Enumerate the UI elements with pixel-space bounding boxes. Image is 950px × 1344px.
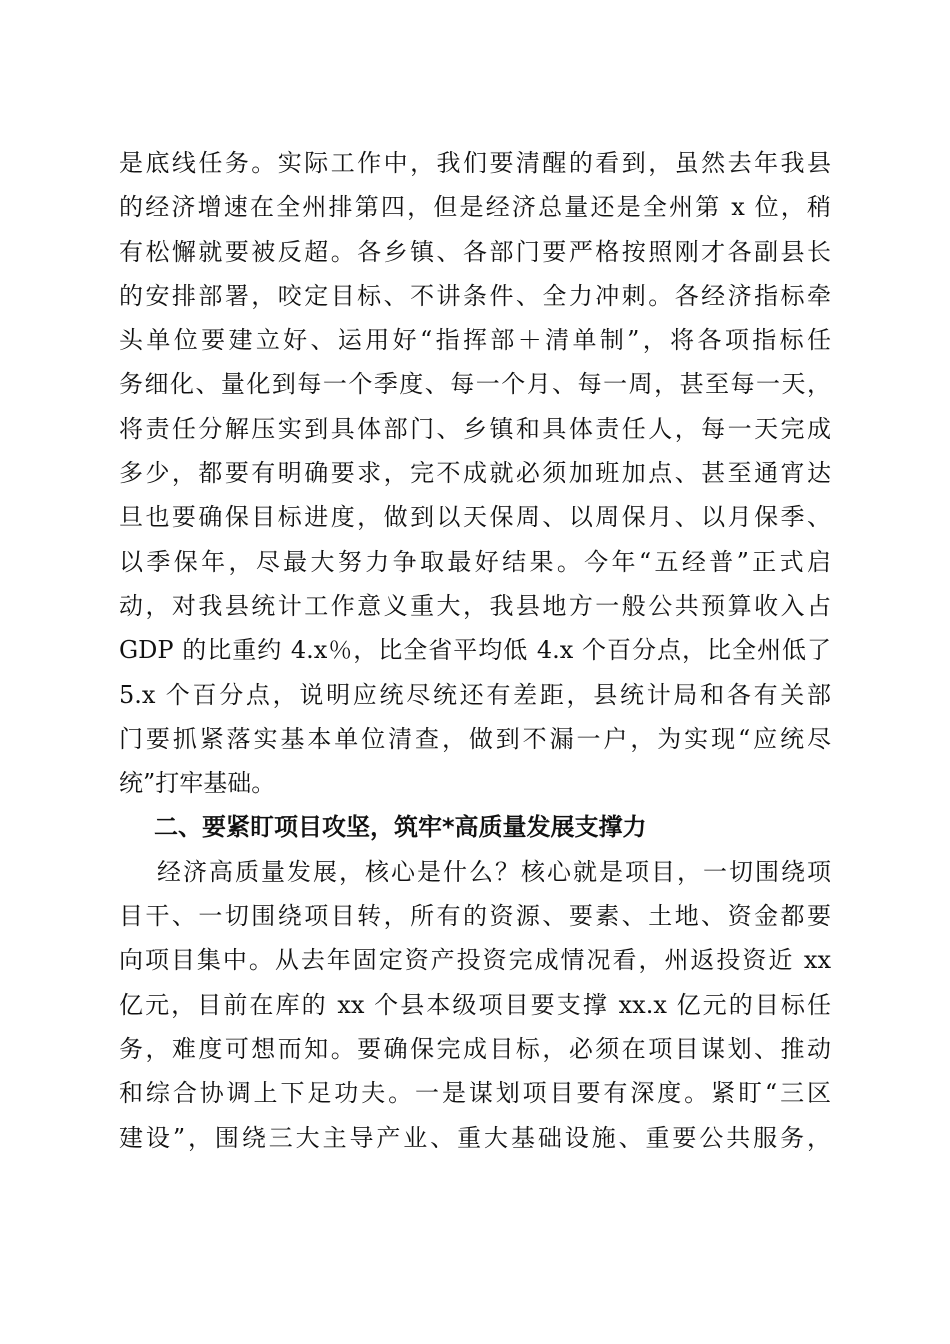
text-line: 多少，都要有明确要求，完不成就必须加班加点、甚至通宵达: [119, 459, 831, 488]
text-line: 的经济增速在全州排第四，但是经济总量还是全州第 x 位，稍: [119, 193, 831, 222]
text-line-last: 统”打牢基础。: [119, 769, 276, 798]
text-line: 的安排部署，咬定目标、不讲条件、全力冲刺。各经济指标牵: [119, 281, 831, 310]
body-text: [119, 141, 831, 1160]
text-line: 建设”，围绕三大主导产业、重大基础设施、重要公共服务，: [119, 1123, 831, 1152]
text-line: 向项目集中。从去年固定资产投资完成情况看，州返投资近 xx: [119, 946, 831, 975]
paragraph-1: [119, 141, 831, 805]
text-line: 动，对我县统计工作意义重大，我县地方一般公共预算收入占: [119, 591, 831, 620]
text-line: 门要抓紧落实基本单位清查，做到不漏一户，为实现“应统尽: [119, 724, 831, 753]
text-line: 头单位要建立好、运用好“指挥部＋清单制”，将各项指标任: [119, 326, 831, 355]
text-line: 5.x 个百分点，说明应统尽统还有差距，县统计局和各有关部: [119, 680, 831, 709]
text-line: 以季保年，尽最大努力争取最好结果。今年“五经普”正式启: [119, 547, 831, 576]
text-line: 和综合协调上下足功夫。一是谋划项目要有深度。紧盯“三区: [119, 1079, 831, 1108]
text-line: 有松懈就要被反超。各乡镇、各部门要严格按照刚才各副县长: [119, 237, 831, 266]
text-line: 将责任分解压实到具体部门、乡镇和具体责任人，每一天完成: [119, 414, 831, 443]
section-heading: 二、要紧盯项目攻坚，筑牢*高质量发展支撑力: [154, 813, 647, 842]
text-line: 务，难度可想而知。要确保完成目标，必须在项目谋划、推动: [119, 1034, 831, 1063]
text-line: 目干、一切围绕项目转，所有的资源、要素、土地、资金都要: [119, 902, 831, 931]
paragraph-2: [119, 850, 831, 1160]
text-line: 务细化、量化到每一个季度、每一个月、每一周，甚至每一天，: [119, 370, 831, 399]
text-line: 亿元，目前在库的 xx 个县本级项目要支撑 xx.x 亿元的目标任: [119, 990, 831, 1019]
text-line: GDP 的比重约 4.x％，比全省平均低 4.x 个百分点，比全州低了: [119, 636, 831, 665]
text-line-first: 经济高质量发展，核心是什么？核心就是项目，一切围绕项: [157, 857, 831, 886]
text-line: 是底线任务。实际工作中，我们要清醒的看到，虽然去年我县: [119, 149, 831, 177]
text-line: 旦也要确保目标进度，做到以天保周、以周保月、以月保季、: [119, 503, 831, 532]
